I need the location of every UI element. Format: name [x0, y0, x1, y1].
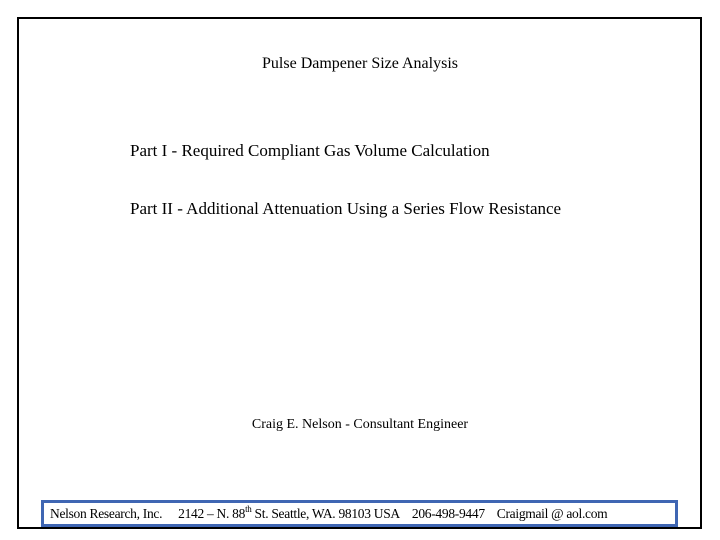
- slide-frame: [17, 17, 702, 529]
- contact-footer: [41, 500, 678, 527]
- phone-number: 206-498-9447: [411, 505, 485, 521]
- address-ordinal: th: [245, 503, 252, 514]
- email-address: Craigmail @ aol.com: [496, 505, 608, 521]
- slide-title: Pulse Dampener Size Analysis: [262, 55, 458, 72]
- street-address: [178, 503, 400, 522]
- address-street: 2142 – N. 88: [178, 505, 246, 521]
- company-name: Nelson Research, Inc.: [50, 505, 163, 521]
- author-line: Craig E. Nelson - Consultant Engineer: [251, 417, 469, 432]
- part-two-heading: Part II - Additional Attenuation Using a Series Flow Resistance: [130, 199, 562, 218]
- address-city: St. Seattle, WA. 98103 USA: [251, 505, 400, 521]
- part-one-heading: Part I - Required Compliant Gas Volume Calculation: [130, 141, 490, 160]
